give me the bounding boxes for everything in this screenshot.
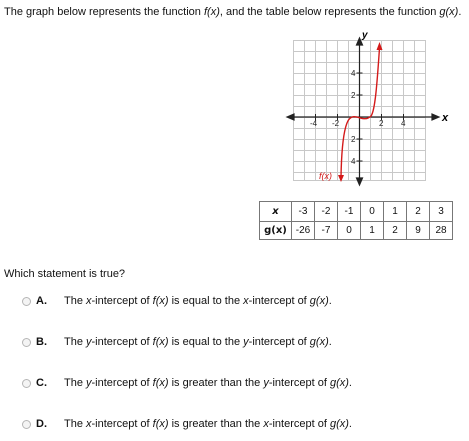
table-row-x	[260, 202, 453, 222]
radio-button[interactable]	[22, 297, 31, 306]
radio-button[interactable]	[22, 379, 31, 388]
radio-button[interactable]	[22, 338, 31, 347]
choice-letter: B.	[36, 336, 47, 348]
y-tick-neg4: 4	[351, 157, 356, 166]
table-cell: 0	[361, 202, 384, 222]
table-cell: 9	[407, 222, 430, 240]
prompt-g-of-x: g(x)	[439, 6, 459, 18]
table-header-g: g(x)	[260, 222, 292, 240]
prompt-text-1: The graph below represents the function	[4, 6, 204, 18]
radio-button[interactable]	[22, 420, 31, 429]
choice-d[interactable]	[22, 416, 352, 432]
choice-letter: D.	[36, 418, 47, 430]
x-tick-2: 2	[379, 119, 384, 128]
prompt-text-2: , and the table below represents the function	[219, 6, 440, 18]
y-tick-neg2: 2	[351, 135, 356, 144]
prompt-text-3: .	[458, 6, 462, 18]
choice-a[interactable]	[22, 293, 332, 309]
table-cell: -1	[338, 202, 361, 222]
y-tick-2: 2	[351, 91, 356, 100]
y-axis-down-arrow	[357, 178, 363, 185]
x-tick-4: 4	[401, 119, 406, 128]
table-cell: 1	[361, 222, 384, 240]
table-cell: 2	[384, 222, 407, 240]
x-tick-neg2: -2	[332, 119, 340, 128]
choice-text: The x-intercept of f(x) is greater than the x-intercept of g(x).	[64, 418, 352, 430]
choice-letter: C.	[36, 377, 47, 389]
f-curve	[341, 48, 380, 177]
table-cell: -26	[292, 222, 315, 240]
table-cell: -2	[315, 202, 338, 222]
function-graph	[285, 30, 455, 190]
choice-c[interactable]	[22, 375, 352, 391]
table-row-g	[260, 222, 453, 240]
question-text: Which statement is true?	[4, 268, 126, 280]
problem-prompt	[4, 6, 461, 18]
choice-text: The x-intercept of f(x) is equal to the x-intercept of g(x).	[64, 295, 332, 307]
y-tick-4: 4	[351, 69, 356, 78]
prompt-f-of-x: f(x)	[203, 6, 220, 18]
table-cell: 2	[407, 202, 430, 222]
f-curve-label: f(x)	[319, 171, 332, 181]
table-cell: 28	[430, 222, 453, 240]
table-cell: -3	[292, 202, 315, 222]
x-axis-left-arrow	[287, 114, 294, 120]
x-axis-label: x	[442, 112, 449, 124]
x-tick-neg4: -4	[310, 119, 318, 128]
g-values-table	[259, 201, 453, 240]
y-axis-label: y	[362, 30, 368, 41]
table-cell: 0	[338, 222, 361, 240]
choice-text: The y-intercept of f(x) is equal to the y-intercept of g(x).	[64, 336, 332, 348]
table-cell: 1	[384, 202, 407, 222]
table-cell: 3	[430, 202, 453, 222]
choice-b[interactable]	[22, 334, 332, 350]
graph-axes	[287, 38, 439, 185]
choice-letter: A.	[36, 295, 47, 307]
table-cell: -7	[315, 222, 338, 240]
table-header-x: x	[260, 202, 292, 222]
choice-text: The y-intercept of f(x) is greater than the y-intercept of g(x).	[64, 377, 352, 389]
x-axis-right-arrow	[432, 114, 439, 120]
